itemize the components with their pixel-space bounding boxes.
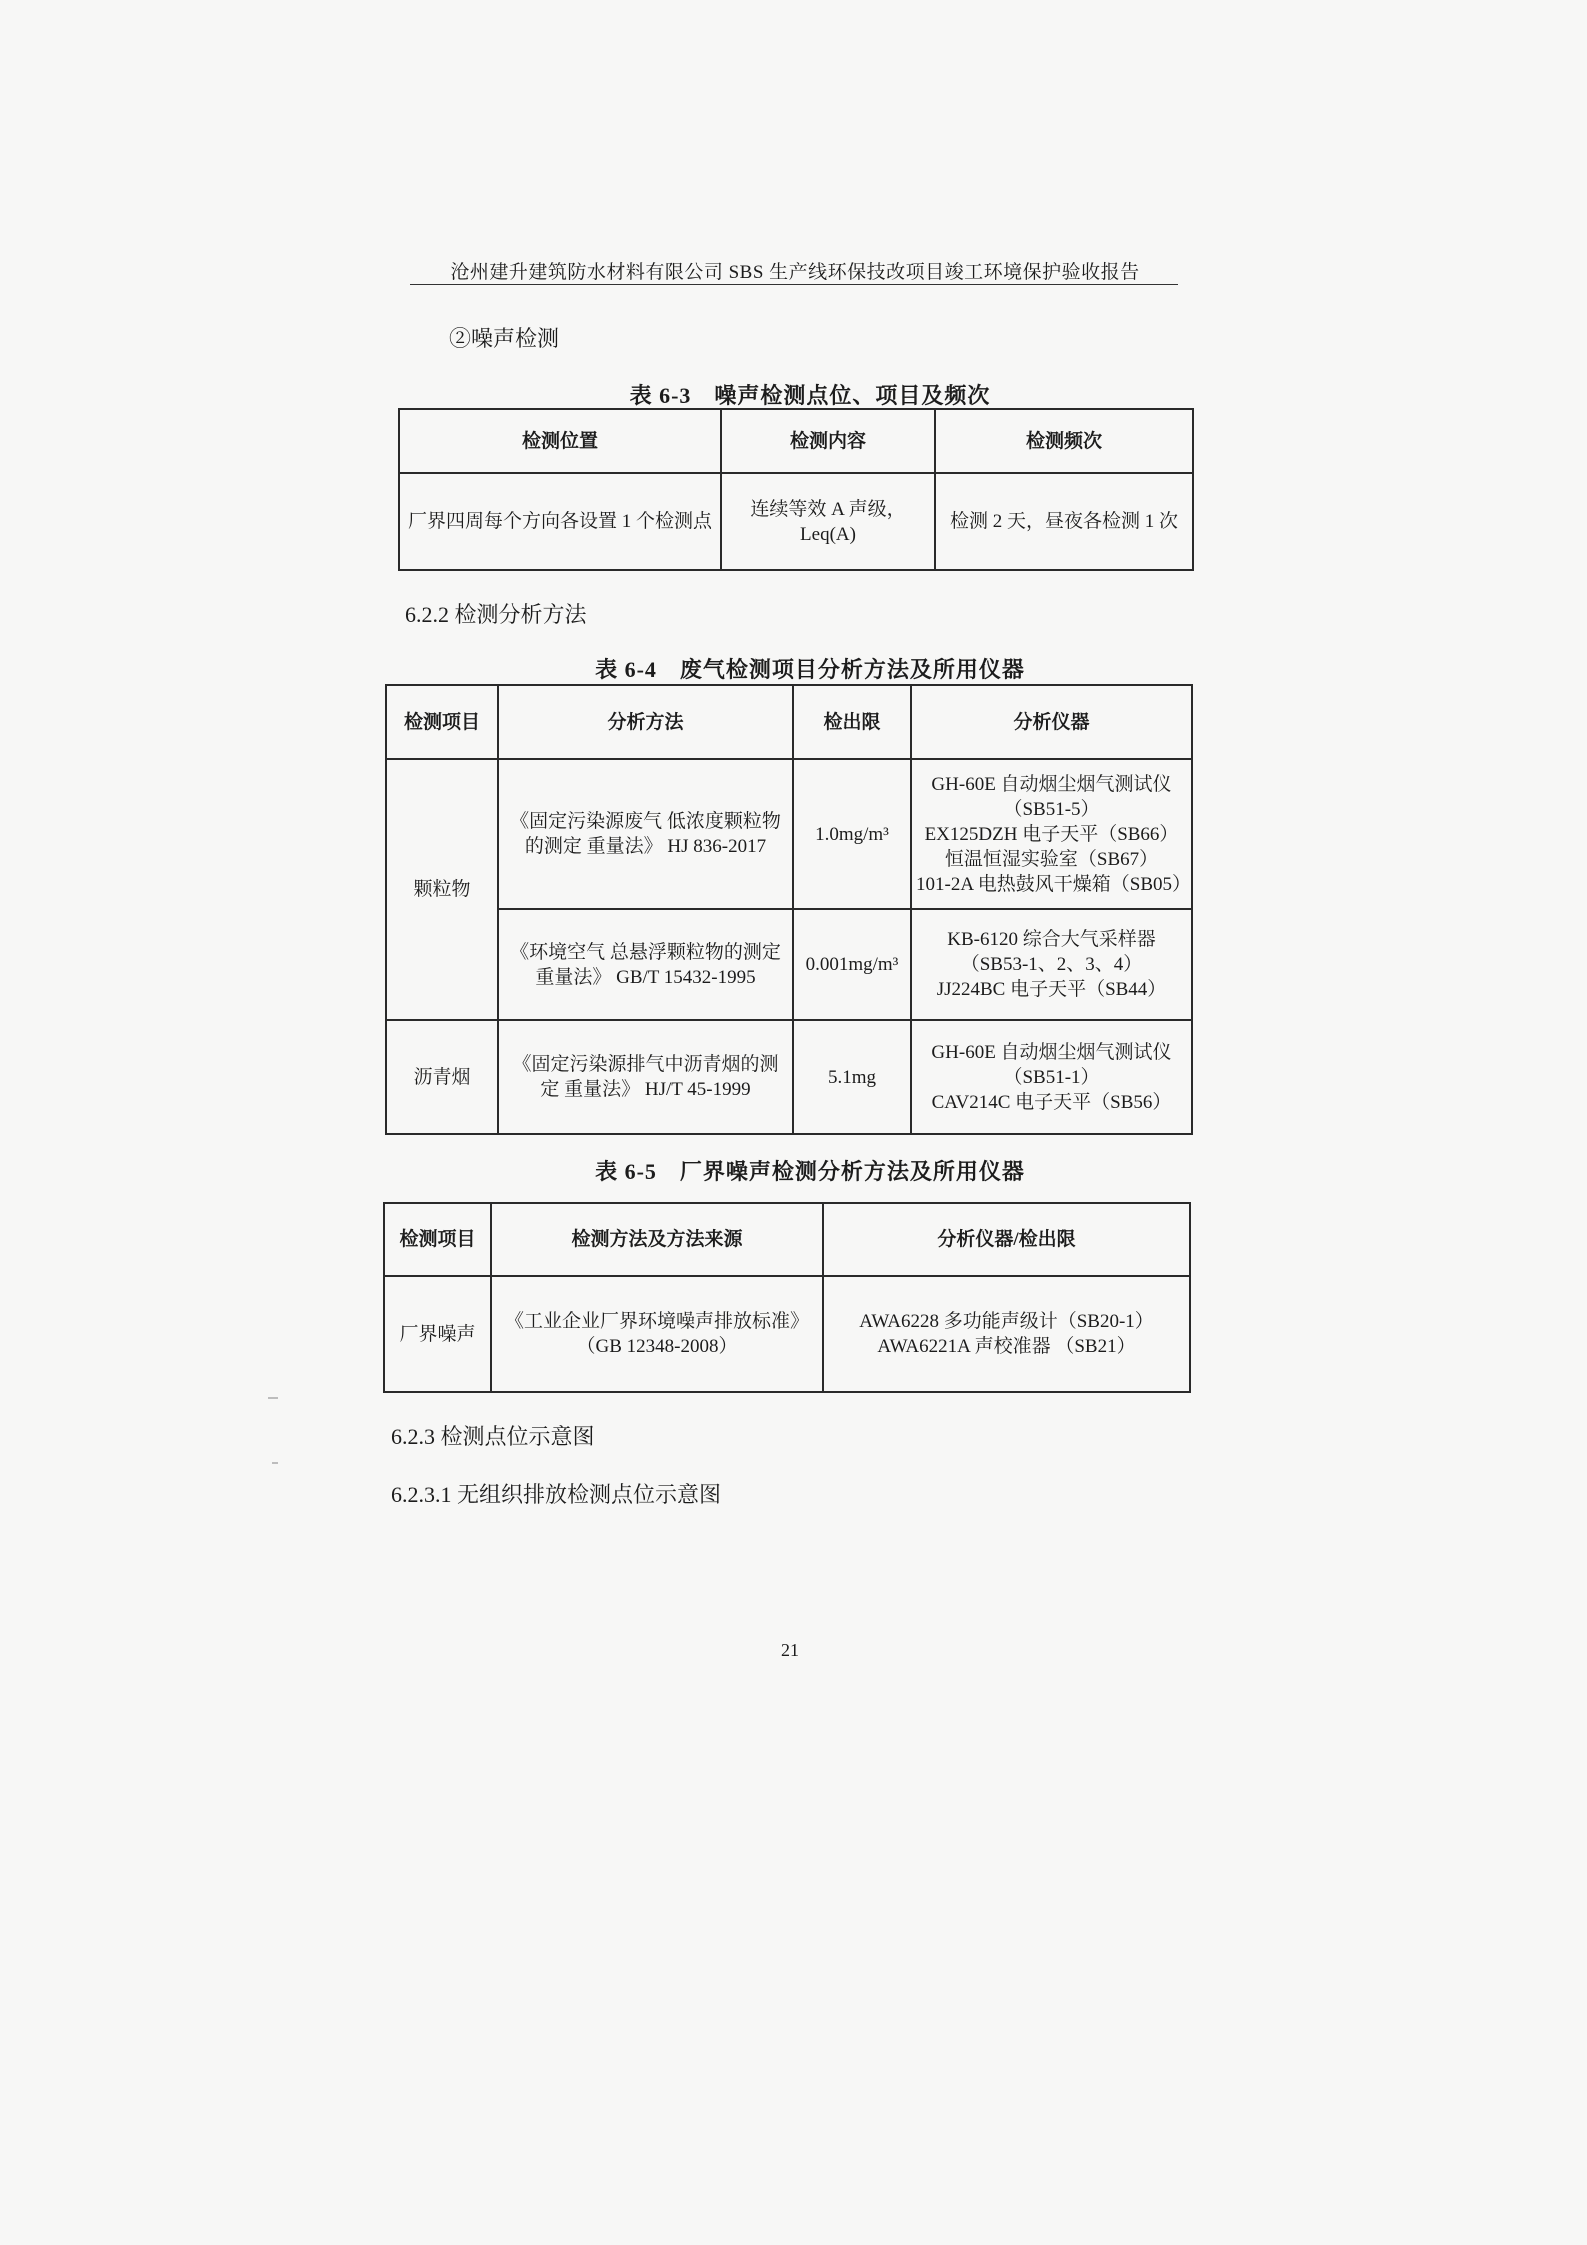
cell-line: AWA6228 多功能声级计（SB20-1） <box>859 1311 1154 1332</box>
document-header: 沧州建升建筑防水材料有限公司 SBS 生产线环保技改项目竣工环境保护验收报告 <box>450 262 1140 283</box>
table-cell: 厂界噪声 <box>384 1276 491 1392</box>
table-cell <box>823 1276 1190 1392</box>
cell-line: KB-6120 综合大气采样器 <box>947 929 1156 950</box>
cell-line: 连续等效 A 声级， <box>750 498 906 520</box>
table-cell: 检测 2 天，昼夜各检测 1 次 <box>935 473 1193 570</box>
table-cell <box>498 1020 793 1134</box>
cell-line: 的测定 重量法》 HJ 836-2017 <box>524 836 767 857</box>
cell-line: CAV214C 电子天平（SB56） <box>931 1091 1172 1113</box>
section-6-2-3-heading: 6.2.3 检测点位示意图 <box>391 1424 595 1449</box>
cell-line: （SB53-1、2、3、4） <box>960 954 1143 975</box>
section-noise-heading: ②噪声检测 <box>449 326 560 351</box>
table-header: 检测方法及方法来源 <box>491 1203 823 1276</box>
cell-line: （GB 12348-2008） <box>576 1336 738 1357</box>
table-cell <box>491 1276 823 1392</box>
table-cell <box>498 759 793 909</box>
table-6-3-caption: 表 6-3 噪声检测点位、项目及频次 <box>629 383 991 408</box>
cell-line: 重量法》 GB/T 15432-1995 <box>535 966 756 988</box>
page-number: 21 <box>781 1640 799 1660</box>
cell-line: （SB51-5） <box>1003 798 1100 820</box>
cell-line: GH-60E 自动烟尘烟气测试仪 <box>931 1041 1172 1063</box>
table-6-4 <box>385 684 1193 1135</box>
table-header: 检测项目 <box>384 1203 491 1276</box>
table-cell <box>498 909 793 1020</box>
table-6-4-caption: 表 6-4 废气检测项目分析方法及所用仪器 <box>595 657 1025 682</box>
table-6-5 <box>383 1202 1191 1393</box>
table-6-5-caption: 表 6-5 厂界噪声检测分析方法及所用仪器 <box>595 1159 1025 1184</box>
cell-line: Leq(A) <box>800 523 856 545</box>
cell-line: EX125DZH 电子天平（SB66） <box>924 823 1179 845</box>
cell-line: 《环境空气 总悬浮颗粒物的测定 <box>510 941 781 963</box>
table-cell: 沥青烟 <box>386 1020 498 1134</box>
table-6-3 <box>398 408 1194 571</box>
table-header: 检出限 <box>793 685 911 759</box>
section-6-2-3-1-heading: 6.2.3.1 无组织排放检测点位示意图 <box>391 1482 722 1507</box>
scan-mark <box>272 1462 278 1464</box>
table-header: 分析仪器 <box>911 685 1192 759</box>
table-cell: 颗粒物 <box>386 759 498 1020</box>
cell-line: 101-2A 电热鼓风干燥箱（SB05） <box>916 873 1191 895</box>
cell-line: JJ224BC 电子天平（SB44） <box>936 979 1167 1000</box>
table-header: 检测位置 <box>399 409 721 473</box>
table-cell: 5.1mg <box>793 1020 911 1134</box>
header-rule <box>410 284 1178 285</box>
table-header: 检测频次 <box>935 409 1193 473</box>
cell-line: 《工业企业厂界环境噪声排放标准》 <box>504 1311 809 1332</box>
table-cell <box>911 759 1192 909</box>
table-cell: 0.001mg/m³ <box>793 909 911 1020</box>
scan-mark <box>268 1397 278 1399</box>
cell-line: 恒温恒湿实验室（SB67） <box>944 848 1159 870</box>
table-cell: 厂界四周每个方向各设置 1 个检测点 <box>399 473 721 570</box>
cell-line: 《固定污染源废气 低浓度颗粒物 <box>510 811 781 832</box>
cell-line: 《固定污染源排气中沥青烟的测 <box>512 1054 779 1075</box>
table-header: 分析方法 <box>498 685 793 759</box>
cell-line: （SB51-1） <box>1003 1066 1100 1088</box>
cell-line: AWA6221A 声校准器 （SB21） <box>877 1336 1136 1357</box>
table-header: 检测项目 <box>386 685 498 759</box>
table-cell: 1.0mg/m³ <box>793 759 911 909</box>
table-header: 分析仪器/检出限 <box>823 1203 1190 1276</box>
table-header: 检测内容 <box>721 409 935 473</box>
table-cell <box>911 909 1192 1020</box>
section-6-2-2-heading: 6.2.2 检测分析方法 <box>405 602 587 627</box>
table-cell <box>911 1020 1192 1134</box>
table-cell <box>721 473 935 570</box>
cell-line: GH-60E 自动烟尘烟气测试仪 <box>931 773 1172 795</box>
cell-line: 定 重量法》 HJ/T 45-1999 <box>540 1079 751 1100</box>
